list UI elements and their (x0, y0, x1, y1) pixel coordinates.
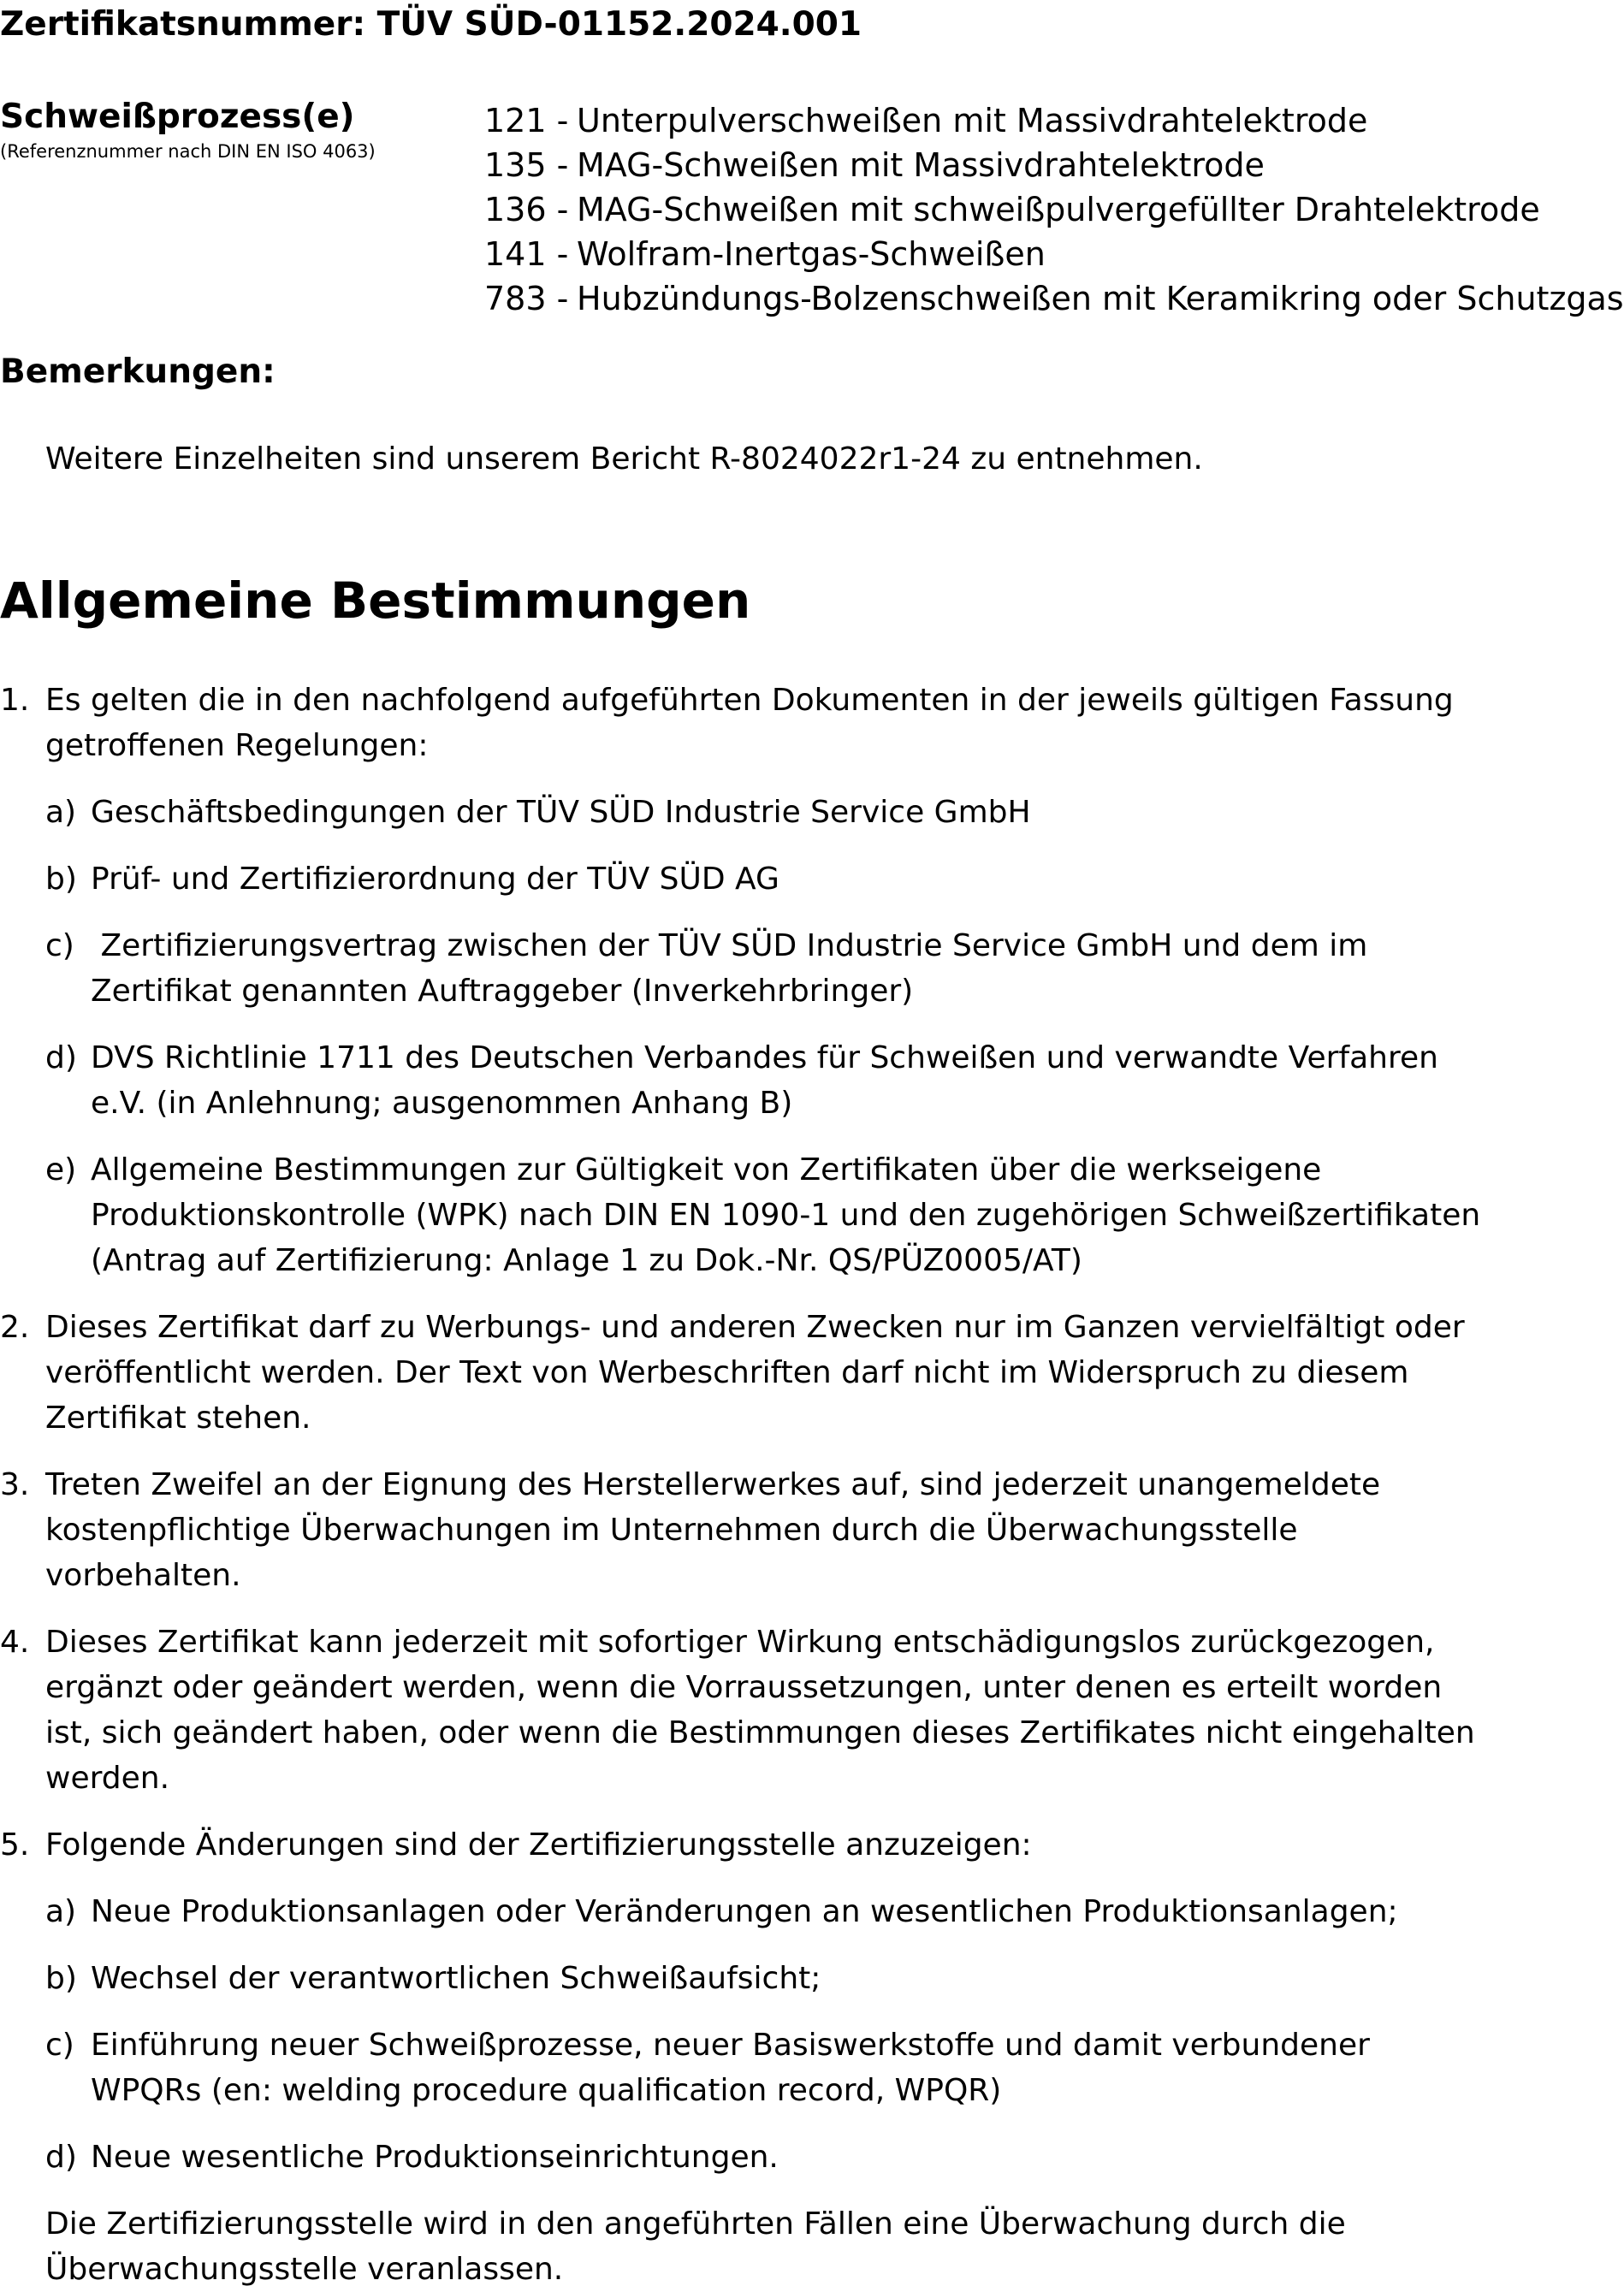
welding-process-item (484, 232, 1624, 276)
provision-text: Dieses Zertifikat kann jederzeit mit sofortiger Wirkung entschädigungslos zurückgezogen, ergänzt oder geändert werden, wenn die Vorraussetzungen, unter denen es erteilt worden ist, sich geändert haben, oder wenn die Bestimmungen dieses Zertifikates nicht eingehalten werden. (45, 1625, 1475, 1796)
remarks-text: Weitere Einzelheiten sind unserem Bericht R-8024022r1-24 zu entnehmen. (45, 441, 1203, 477)
provision-item (0, 1462, 1489, 1598)
provision-number: 2. (0, 1310, 30, 1345)
subitem-label: b) (45, 862, 77, 897)
subitem-text: Neue wesentliche Produktionseinrichtungen. (91, 2140, 779, 2175)
welding-process-item (484, 143, 1624, 187)
process-code: 135 - (484, 146, 569, 184)
provision-subitem (45, 923, 1489, 1014)
provision-item (0, 1620, 1489, 1801)
subitem-text: Zertifizierungsvertrag zwischen der TÜV SÜD Industrie Service GmbH und dem im Zertifikat genannten Auftraggeber (Inverkehrbringer) (91, 928, 1378, 1009)
subitem-label: d) (45, 2140, 77, 2175)
general-provisions-heading: Allgemeine Bestimmungen (0, 572, 751, 630)
subitem-text: Einführung neuer Schweißprozesse, neuer Basiswerkstoffe und damit verbundener WPQRs (en: welding procedure qualification record, WPQR) (91, 2028, 1370, 2108)
subitem-label: b) (45, 1961, 77, 1996)
general-provisions-list (0, 678, 1489, 2292)
provision-text: Treten Zweifel an der Eignung des Herstellerwerkes auf, sind jederzeit unangemeldete kostenpflichtige Überwachungen im Unternehmen durch die Überwachungsstelle vorbehalten. (45, 1467, 1381, 1593)
provision-subitem (45, 1147, 1489, 1283)
process-code: 136 - (484, 191, 569, 228)
provision-text: Dieses Zertifikat darf zu Werbungs- und anderen Zwecken nur im Ganzen vervielfältigt oder veröffentlicht werden. Der Text von Werbeschriften darf nicht im Widerspruch zu diesem Zertifikat stehen. (45, 1310, 1465, 1436)
subitem-label: a) (45, 1894, 77, 1929)
subitem-text: Allgemeine Bestimmungen zur Gültigkeit von Zertifikaten über die werkseigene Produktionskontrolle (WPK) nach DIN EN 1090-1 und den zugehörigen Schweißzertifikaten (Antrag auf Zertifizierung: Anlage 1 zu Dok.-Nr. QS/PÜZ0005/AT) (91, 1152, 1481, 1278)
certificate-number: Zertifikatsnummer: TÜV SÜD-01152.2024.001 (0, 5, 862, 44)
provision-closing-text: Die Zertifizierungsstelle wird in den angeführten Fällen eine Überwachung durch die Überwachungsstelle veranlassen. (45, 2206, 1346, 2287)
process-name: Hubzündungs-Bolzenschweißen mit Keramikring oder Schutzgas (577, 280, 1624, 317)
provision-subitem (45, 2023, 1489, 2113)
process-code: 141 - (484, 235, 569, 273)
subitem-label: c) (45, 2028, 74, 2063)
process-name: MAG-Schweißen mit Massivdrahtelektrode (577, 146, 1265, 184)
provision-number: 1. (0, 683, 30, 718)
provision-subitem (45, 790, 1489, 835)
provision-subitem (45, 2135, 1489, 2180)
provision-item (0, 678, 1489, 1283)
provision-text: Es gelten die in den nachfolgend aufgeführten Dokumenten in der jeweils gültigen Fassung getroffenen Regelungen: (45, 683, 1454, 763)
provision-subitem (45, 1956, 1489, 2001)
provision-subitem (45, 1035, 1489, 1126)
subitem-text: DVS Richtlinie 1711 des Deutschen Verbandes für Schweißen und verwandte Verfahren e.V. (in Anlehnung; ausgenommen Anhang B) (91, 1040, 1438, 1121)
provision-item (0, 1822, 1489, 2292)
welding-process-label-block (0, 96, 376, 164)
welding-process-item (484, 187, 1624, 232)
provision-subitem (45, 856, 1489, 902)
subitem-text: Prüf- und Zertifizierordnung der TÜV SÜD AG (91, 862, 779, 897)
subitem-label: c) (45, 928, 74, 963)
provision-number: 5. (0, 1827, 30, 1863)
process-name: MAG-Schweißen mit schweißpulvergefüllter Drahtelektrode (577, 191, 1540, 228)
welding-process-list (484, 98, 1624, 321)
subitem-label: a) (45, 795, 77, 830)
subitem-text: Geschäftsbedingungen der TÜV SÜD Industrie Service GmbH (91, 795, 1031, 830)
process-name: Wolfram-Inertgas-Schweißen (577, 235, 1046, 273)
subitem-label: e) (45, 1152, 77, 1187)
welding-process-item (484, 98, 1624, 143)
remarks-label: Bemerkungen: (0, 352, 276, 391)
welding-process-label: Schweißprozess(e) (0, 98, 355, 136)
provision-number: 3. (0, 1467, 30, 1502)
process-code: 121 - (484, 102, 569, 139)
process-name: Unterpulverschweißen mit Massivdrahtelektrode (577, 102, 1368, 139)
provision-text: Folgende Änderungen sind der Zertifizierungsstelle anzuzeigen: (45, 1827, 1032, 1863)
process-code: 783 - (484, 280, 569, 317)
subitem-text: Wechsel der verantwortlichen Schweißaufsicht; (91, 1961, 821, 1996)
welding-process-reference-note: (Referenznummer nach DIN EN ISO 4063) (0, 141, 376, 162)
provision-subitem (45, 1889, 1489, 1934)
subitem-label: d) (45, 1040, 77, 1075)
subitem-text: Neue Produktionsanlagen oder Veränderungen an wesentlichen Produktionsanlagen; (91, 1894, 1398, 1929)
provision-number: 4. (0, 1625, 30, 1660)
provision-item (0, 1305, 1489, 1441)
welding-process-item (484, 276, 1624, 321)
